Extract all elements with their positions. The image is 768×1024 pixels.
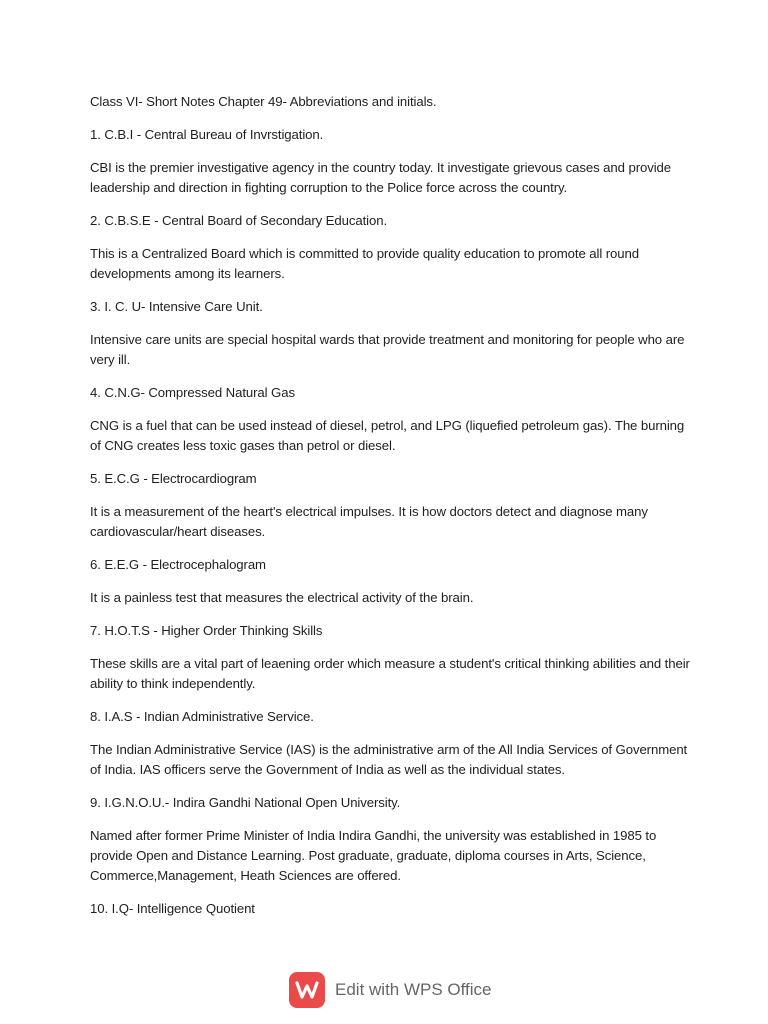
paragraph: It is a painless test that measures the electrical activity of the brain. bbox=[90, 590, 474, 605]
paragraph: Intensive care units are special hospital wards that provide treatment and monitoring for people who are very ill. bbox=[90, 332, 685, 367]
document-page bbox=[90, 92, 690, 932]
paragraph: CNG is a fuel that can be used instead of diesel, petrol, and LPG (liquefied petroleum gas). The burning of CNG creates less toxic gases than petrol or diesel. bbox=[90, 418, 685, 453]
edit-with-wps-label[interactable]: Edit with WPS Office bbox=[335, 980, 492, 999]
paragraph: The Indian Administrative Service (IAS) is the administrative arm of the All India Services of Government of India. IAS officers serve the Government of India as well as the individual states. bbox=[90, 742, 688, 777]
paragraph: CBI is the premier investigative agency in the country today. It investigate grievous cases and provide leadership and direction in fighting corruption to the Police force across the country. bbox=[90, 160, 672, 195]
paragraph: 8. I.A.S - Indian Administrative Service. bbox=[90, 709, 314, 724]
paragraph: It is a measurement of the heart's electrical impulses. It is how doctors detect and diagnose many cardiovascular/heart diseases. bbox=[90, 504, 648, 539]
paragraph: Named after former Prime Minister of India Indira Gandhi, the university was established in 1985 to provide Open and Distance Learning. Post graduate, graduate, diploma courses in Arts, Science, Commerce,Management, Heath Sciences are offered. bbox=[90, 828, 657, 883]
paragraph: 7. H.O.T.S - Higher Order Thinking Skills bbox=[90, 623, 323, 638]
wps-office-logo-icon bbox=[289, 972, 325, 1008]
paragraph: 1. C.B.I - Central Bureau of Invrstigation. bbox=[90, 127, 324, 142]
paragraph: This is a Centralized Board which is committed to provide quality education to promote all round developments among its learners. bbox=[90, 246, 639, 281]
paragraph: These skills are a vital part of leaening order which measure a student's critical thinking abilities and their ability to think independently. bbox=[90, 656, 690, 691]
paragraph: 2. C.B.S.E - Central Board of Secondary Education. bbox=[90, 213, 388, 228]
paragraph: 6. E.E.G - Electrocephalogram bbox=[90, 557, 266, 572]
edit-with-wps-banner[interactable] bbox=[289, 972, 492, 1008]
paragraph: 10. I.Q- Intelligence Quotient bbox=[90, 901, 255, 916]
paragraph: 5. E.C.G - Electrocardiogram bbox=[90, 471, 257, 486]
paragraph: 3. I. C. U- Intensive Care Unit. bbox=[90, 299, 263, 314]
paragraph: 4. C.N.G- Compressed Natural Gas bbox=[90, 385, 295, 400]
document-title: Class VI- Short Notes Chapter 49- Abbreviations and initials. bbox=[90, 94, 437, 109]
paragraph: 9. I.G.N.O.U.- Indira Gandhi National Open University. bbox=[90, 795, 401, 810]
